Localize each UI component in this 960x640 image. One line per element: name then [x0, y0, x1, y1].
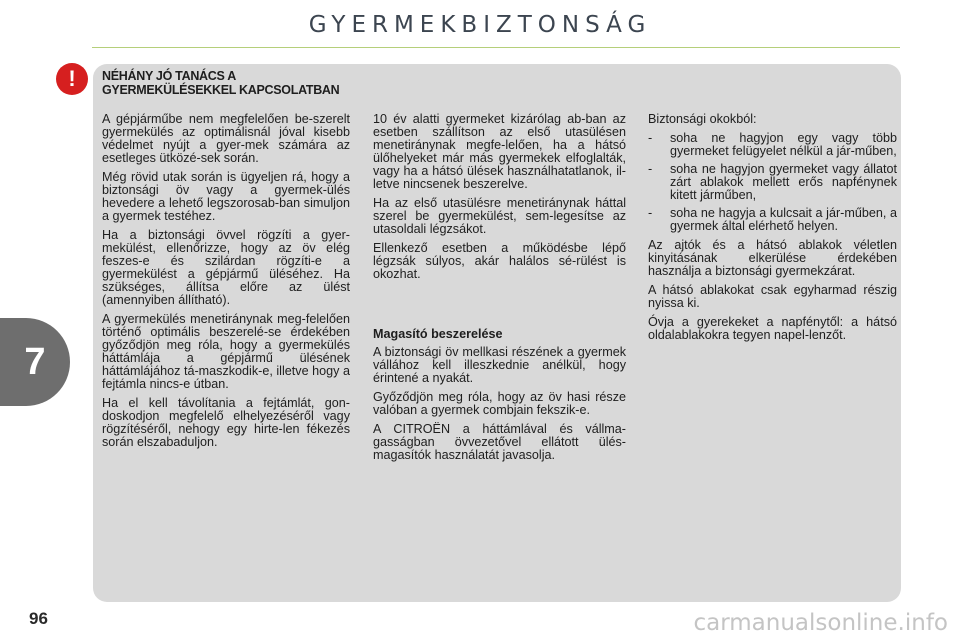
- paragraph: A CITROËN a háttámlával és vállma-gasságban övvezetővel ellátott ülés-magasítók használatát javasolja.: [373, 422, 626, 462]
- paragraph: Ha el kell távolítania a fejtámlát, gon-doskodjon megfelelő elhelyezéséről vagy rögzítéséről, nehogy egy hirte-len fékezés során elszabaduljon.: [102, 396, 350, 449]
- paragraph: Ha a biztonsági övvel rögzíti a gyer-mekülést, ellenőrizze, hogy az öv elég feszes-e és szilárdan rögzíti-e a gyermekülést a gépjármű üléséhez. Ha szükséges, állítsa előre az ülést (amennyiben állítható).: [102, 228, 350, 307]
- paragraph: A biztonsági öv mellkasi részének a gyermek vállához kell illeszkednie anélkül, hogy érintené a nyakát.: [373, 345, 626, 385]
- section-title-line2: GYERMEKÜLÉSEKKEL KAPCSOLATBAN: [102, 83, 340, 97]
- text-column-1: [102, 113, 350, 455]
- page-number: 96: [29, 609, 48, 628]
- chapter-tab: [0, 318, 70, 406]
- paragraph: A hátsó ablakokat csak egyharmad részig nyissa ki.: [648, 283, 897, 310]
- text-column-3: [648, 113, 897, 348]
- paragraph: A gépjárműbe nem megfelelően be-szerelt gyermekülés az optimálisnál jóval kisebb védelmet nyújt a gyer-mek számára az esetleges ütközé-sek során.: [102, 112, 350, 165]
- safety-bullet-list: [648, 132, 897, 233]
- paragraph: Óvja a gyerekeket a napfénytől: a hátsó oldalablakokra tegyen napel-lenzőt.: [648, 315, 897, 342]
- paragraph: Győződjön meg róla, hogy az öv hasi része valóban a gyermek combjain fekszik-e.: [373, 390, 626, 417]
- paragraph: Ellenkező esetben a működésbe lépő légzsák súlyos, akár halálos sé-rülést is okozhat.: [373, 241, 626, 281]
- exclamation-warning-icon: !: [56, 63, 88, 95]
- chapter-number: 7: [24, 340, 46, 383]
- subheading-booster-seat: Magasító beszerelése: [373, 327, 503, 341]
- list-item: - soha ne hagyjon egy vagy több gyermeket felügyelet nélkül a jár-műben,: [648, 131, 897, 158]
- section-title: [102, 69, 339, 97]
- text-column-2: [373, 113, 626, 468]
- section-title-line1: NÉHÁNY JÓ TANÁCS A: [102, 69, 236, 83]
- paragraph: Még rövid utak során is ügyeljen rá, hogy a biztonsági öv vagy a gyermek-ülés hevedere a lehető legszorosab-ban simuljon a gyermek testéhez.: [102, 170, 350, 223]
- paragraph: Az ajtók és a hátsó ablakok véletlen kinyitásának elkerülése érdekében használja a biztonsági gyermekzárat.: [648, 238, 897, 278]
- header-divider: [92, 47, 900, 48]
- paragraph: Ha az első utasülésre menetiránynak háttal szerel be gyermekülést, sem-legesítse az utasoldali légzsákot.: [373, 196, 626, 236]
- paragraph: A gyermekülés menetiránynak meg-felelően történő optimális beszerelé-se érdekében győződjön meg róla, hogy a gyermekülés háttámlája a gépjármű ülésének háttámlájához tá-maszkodik-e, illetve hogy a fejtámla nincs-e útban.: [102, 312, 350, 391]
- list-item: - soha ne hagyja a kulcsait a jár-műben, a gyermek által elérhető helyen.: [648, 206, 897, 233]
- list-item: - soha ne hagyjon gyermeket vagy állatot zárt ablakok mellett erős napfénynek kitett járműben,: [648, 162, 897, 202]
- paragraph: Biztonsági okokból:: [648, 112, 757, 126]
- paragraph: 10 év alatti gyermeket kizárólag ab-ban az esetben szállítson az első utasülésen menetiránynak megfe-lelően, ha a hátsó ülőhelyeket már más gyermekek elfoglalták, vagy ha a hátsó ülések használhatatlanok, il-letve nincsenek beszerelve.: [373, 112, 626, 191]
- page-header-title: GYERMEKBIZTONSÁG: [308, 12, 652, 38]
- watermark-text: carmanualsonline.info: [693, 610, 948, 636]
